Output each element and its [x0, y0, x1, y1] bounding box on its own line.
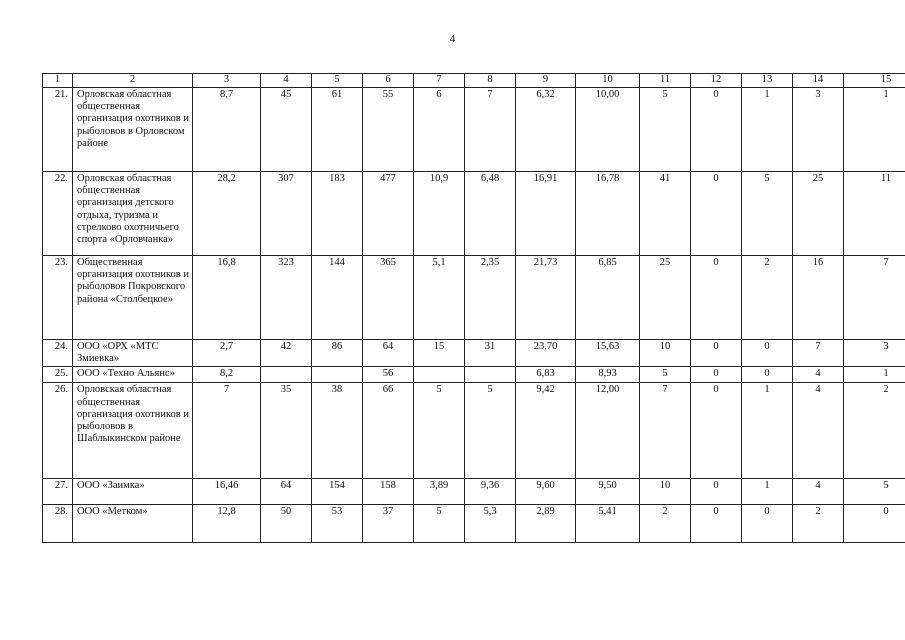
value-cell: [414, 367, 465, 383]
value-cell: 4: [793, 383, 844, 479]
value-cell: 11: [844, 172, 905, 256]
value-cell: [465, 367, 516, 383]
page-number: 4: [449, 33, 456, 45]
value-cell: 10: [640, 340, 691, 367]
column-header: 5: [312, 74, 363, 88]
header-row: [43, 74, 905, 88]
table-row: [43, 340, 905, 367]
value-cell: 144: [312, 256, 363, 340]
value-cell: 0: [742, 505, 793, 543]
value-cell: 5: [465, 383, 516, 479]
value-cell: 7: [640, 383, 691, 479]
value-cell: 323: [261, 256, 312, 340]
column-header: 14: [793, 74, 844, 88]
value-cell: 9,36: [465, 479, 516, 505]
value-cell: 6,48: [465, 172, 516, 256]
value-cell: 10,9: [414, 172, 465, 256]
value-cell: 25: [793, 172, 844, 256]
value-cell: 5: [414, 383, 465, 479]
value-cell: 2,7: [193, 340, 261, 367]
value-cell: 0: [691, 88, 742, 172]
value-cell: 1: [742, 479, 793, 505]
column-header: 8: [465, 74, 516, 88]
organization-name-cell: Орловская областная общественная организация охотников и рыболовов в Шаблыкинском районе: [73, 383, 193, 479]
value-cell: 0: [691, 505, 742, 543]
value-cell: 5,41: [576, 505, 640, 543]
value-cell: 16,91: [516, 172, 576, 256]
value-cell: 5,1: [414, 256, 465, 340]
value-cell: 16,8: [193, 256, 261, 340]
value-cell: 21,73: [516, 256, 576, 340]
value-cell: 4: [793, 479, 844, 505]
hunting-grounds-table: [42, 73, 905, 543]
organization-name-cell: ООО «Техно Альянс»: [73, 367, 193, 383]
row-number-cell: 28.: [43, 505, 73, 543]
value-cell: 6: [414, 88, 465, 172]
value-cell: 61: [312, 88, 363, 172]
value-cell: 23,70: [516, 340, 576, 367]
value-cell: 1: [844, 88, 905, 172]
value-cell: 0: [691, 479, 742, 505]
table-row: [43, 88, 905, 172]
value-cell: 0: [691, 367, 742, 383]
value-cell: 0: [691, 172, 742, 256]
value-cell: 9,50: [576, 479, 640, 505]
column-header: 4: [261, 74, 312, 88]
value-cell: [312, 367, 363, 383]
value-cell: 5: [640, 367, 691, 383]
value-cell: 64: [363, 340, 414, 367]
value-cell: 10: [640, 479, 691, 505]
column-header: 1: [43, 74, 73, 88]
value-cell: 5: [844, 479, 905, 505]
value-cell: 8,2: [193, 367, 261, 383]
value-cell: 9,60: [516, 479, 576, 505]
value-cell: 0: [691, 340, 742, 367]
value-cell: 3: [844, 340, 905, 367]
value-cell: 2: [742, 256, 793, 340]
row-number-cell: 25.: [43, 367, 73, 383]
organization-name-cell: ООО «Метком»: [73, 505, 193, 543]
value-cell: 2: [640, 505, 691, 543]
value-cell: 12,00: [576, 383, 640, 479]
table-row: [43, 505, 905, 543]
value-cell: 1: [742, 88, 793, 172]
row-number-cell: 24.: [43, 340, 73, 367]
value-cell: 31: [465, 340, 516, 367]
value-cell: 7: [844, 256, 905, 340]
value-cell: 477: [363, 172, 414, 256]
table-row: [43, 172, 905, 256]
table-row: [43, 256, 905, 340]
value-cell: 50: [261, 505, 312, 543]
organization-name-cell: Орловская областная общественная организация детского отдыха, туризма и стрелково охотничьего спорта «Орловчанка»: [73, 172, 193, 256]
column-header: 6: [363, 74, 414, 88]
organization-name-cell: ООО «ОРХ «МТС Змиевка»: [73, 340, 193, 367]
value-cell: 86: [312, 340, 363, 367]
column-header: 7: [414, 74, 465, 88]
value-cell: 307: [261, 172, 312, 256]
value-cell: 0: [691, 256, 742, 340]
value-cell: 66: [363, 383, 414, 479]
value-cell: 7: [465, 88, 516, 172]
value-cell: 183: [312, 172, 363, 256]
value-cell: 6,83: [516, 367, 576, 383]
value-cell: 35: [261, 383, 312, 479]
value-cell: 3,89: [414, 479, 465, 505]
value-cell: 2: [793, 505, 844, 543]
value-cell: 12,8: [193, 505, 261, 543]
value-cell: 2,35: [465, 256, 516, 340]
value-cell: 0: [691, 383, 742, 479]
column-header: 13: [742, 74, 793, 88]
organization-name-cell: Общественная организация охотников и рыболовов Покровского района «Столбецкое»: [73, 256, 193, 340]
column-header: 11: [640, 74, 691, 88]
value-cell: 7: [193, 383, 261, 479]
value-cell: 64: [261, 479, 312, 505]
column-header: 3: [193, 74, 261, 88]
value-cell: 5,3: [465, 505, 516, 543]
value-cell: 55: [363, 88, 414, 172]
value-cell: 37: [363, 505, 414, 543]
value-cell: 25: [640, 256, 691, 340]
value-cell: 1: [742, 383, 793, 479]
value-cell: 45: [261, 88, 312, 172]
value-cell: 53: [312, 505, 363, 543]
organization-name-cell: ООО «Заимка»: [73, 479, 193, 505]
value-cell: 4: [793, 367, 844, 383]
row-number-cell: 22.: [43, 172, 73, 256]
value-cell: 158: [363, 479, 414, 505]
row-number-cell: 21.: [43, 88, 73, 172]
value-cell: 1: [844, 367, 905, 383]
value-cell: 0: [844, 505, 905, 543]
column-header: 15: [844, 74, 905, 88]
value-cell: 9,42: [516, 383, 576, 479]
value-cell: 0: [742, 340, 793, 367]
value-cell: 2,89: [516, 505, 576, 543]
value-cell: 41: [640, 172, 691, 256]
value-cell: 5: [742, 172, 793, 256]
value-cell: 6,32: [516, 88, 576, 172]
value-cell: 15,63: [576, 340, 640, 367]
value-cell: 56: [363, 367, 414, 383]
value-cell: [261, 367, 312, 383]
value-cell: 5: [640, 88, 691, 172]
table-row: [43, 479, 905, 505]
table-row: [43, 383, 905, 479]
column-header: 9: [516, 74, 576, 88]
value-cell: 3: [793, 88, 844, 172]
row-number-cell: 26.: [43, 383, 73, 479]
value-cell: 16: [793, 256, 844, 340]
value-cell: 365: [363, 256, 414, 340]
value-cell: 2: [844, 383, 905, 479]
row-number-cell: 23.: [43, 256, 73, 340]
value-cell: 8,93: [576, 367, 640, 383]
column-header: 10: [576, 74, 640, 88]
column-header: 2: [73, 74, 193, 88]
value-cell: 16,46: [193, 479, 261, 505]
value-cell: 28,2: [193, 172, 261, 256]
value-cell: 16,78: [576, 172, 640, 256]
value-cell: 10,00: [576, 88, 640, 172]
value-cell: 5: [414, 505, 465, 543]
value-cell: 42: [261, 340, 312, 367]
value-cell: 6,85: [576, 256, 640, 340]
value-cell: 38: [312, 383, 363, 479]
value-cell: 154: [312, 479, 363, 505]
value-cell: 0: [742, 367, 793, 383]
table-row: [43, 367, 905, 383]
value-cell: 15: [414, 340, 465, 367]
organization-name-cell: Орловская областная общественная организация охотников и рыболовов в Орловском районе: [73, 88, 193, 172]
value-cell: 7: [793, 340, 844, 367]
column-header: 12: [691, 74, 742, 88]
value-cell: 8,7: [193, 88, 261, 172]
row-number-cell: 27.: [43, 479, 73, 505]
